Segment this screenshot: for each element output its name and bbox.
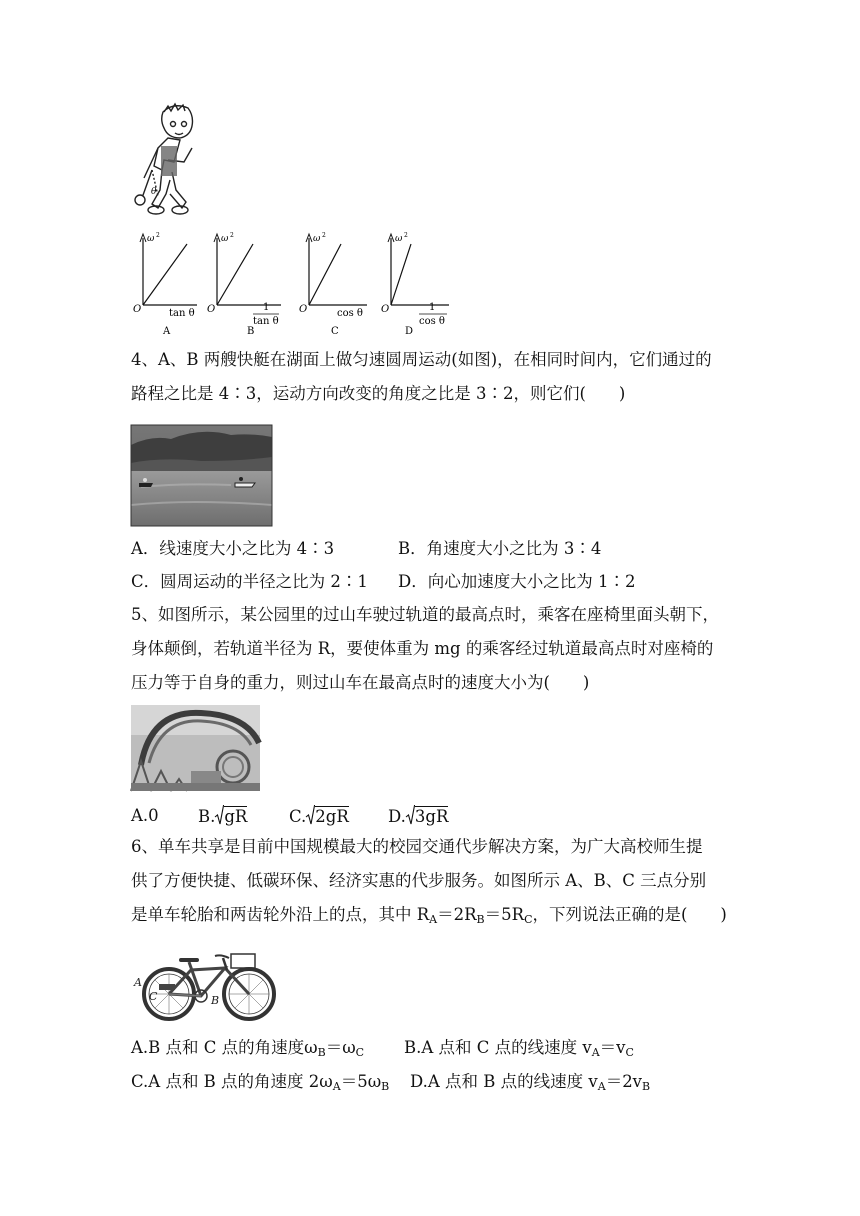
q5-option-b-radicand: gR [224,807,248,826]
graph-a-xlabel: tan θ [169,308,195,319]
graph-c-ylabel: ω [313,234,321,244]
q5-option-b: B. gR [198,807,248,826]
graph-b-xden: tan θ [253,316,279,327]
q5-option-c-radicand: 2gR [315,807,349,826]
q4-line1: 4、A、B 两艘快艇在湖面上做匀速圆周运动(如图)，在相同时间内，它们通过的 [131,350,712,369]
graph-c-ysup: 2 [322,232,326,239]
q5-line1: 5、如图所示，某公园里的过山车驶过轨道的最高点时，乘客在座椅里面头朝下， [131,605,719,624]
q4-option-d: D．向心加速度大小之比为 1∶2 [398,572,636,591]
q5-option-c: C. 2gR [289,807,349,826]
graph-options [125,230,455,340]
q6-line1: 6、单车共享是目前中国规模最大的校园交通代步解决方案，为广大高校师生提 [131,837,703,856]
graph-b-ysup: 2 [230,232,234,239]
graph-d-ysup: 2 [404,232,408,239]
graph-a-ylabel: ω [147,234,155,244]
q6-line2: 供了方便快捷、低碳环保、经济实惠的代步服务。如图所示 A、B、C 三点分别 [131,871,707,890]
q5-option-a: A.0 [131,806,159,825]
q4-option-c: C．圆周运动的半径之比为 2∶1 [131,572,368,591]
roller-coaster-photo [131,705,260,791]
graph-c-origin: O [299,304,308,315]
q6-option-a: A.B 点和 C 点的角速度$\omega_B=\omega_C$ [131,1038,365,1059]
q6-option-b: B.A 点和 C 点的线速度 $v_A=v_C$ [404,1038,634,1059]
graph-d-xden: cos θ [419,316,445,327]
graph-d-ylabel: ω [395,234,403,244]
q5-line2: 身体颠倒，若轨道半径为 R，要使体重为 mg 的乘客经过轨道最高点时对座椅的 [131,639,714,658]
q4-line2: 路程之比是 4∶3，运动方向改变的角度之比是 3∶2，则它们( ) [131,384,626,403]
hammer-thrower-figure [128,100,208,220]
graph-c-xlabel: cos θ [337,308,363,319]
graph-b-ylabel: ω [221,234,229,244]
q4-option-a: A．线速度大小之比为 4∶3 [131,539,335,558]
graph-d [377,230,457,340]
graph-b [209,230,289,340]
graph-a [125,230,205,340]
bicycle-figure [131,950,277,1022]
graph-a-ysup: 2 [156,232,160,239]
graph-c [293,230,373,340]
q5-line3: 压力等于自身的重力，则过山车在最高点时的速度大小为( ) [131,673,590,692]
graph-c-label: C [331,326,339,337]
q6-option-c: C.A 点和 B 点的角速度 $2\omega_A=5\omega_B$ [131,1072,390,1093]
graph-a-label: A [163,326,171,337]
graph-d-label: D [405,326,414,337]
bike-label-b: B [211,994,220,1007]
graph-b-label: B [247,326,255,337]
q4-option-b: B．角速度大小之比为 3∶4 [398,539,602,558]
graph-b-origin: O [207,304,216,315]
bike-label-c: C [149,990,158,1003]
q6-line3: 是单车轮胎和两齿轮外沿上的点，其中 $R_A=2R_B=5R_C$，下列说法正确的是( ) [131,905,727,926]
graph-b-xnum: 1 [263,302,270,313]
q5-option-d-radicand: 3gR [414,807,449,826]
graph-d-origin: O [381,304,390,315]
angle-label: θ [151,187,157,197]
speedboats-photo [131,425,272,526]
q5-option-d: D. 3gR [388,807,449,826]
graph-d-xnum: 1 [429,302,436,313]
graph-a-origin: O [133,304,142,315]
bike-label-a: A [134,976,142,989]
q6-option-d: D.A 点和 B 点的线速度 $v_A=2v_B$ [410,1072,651,1093]
